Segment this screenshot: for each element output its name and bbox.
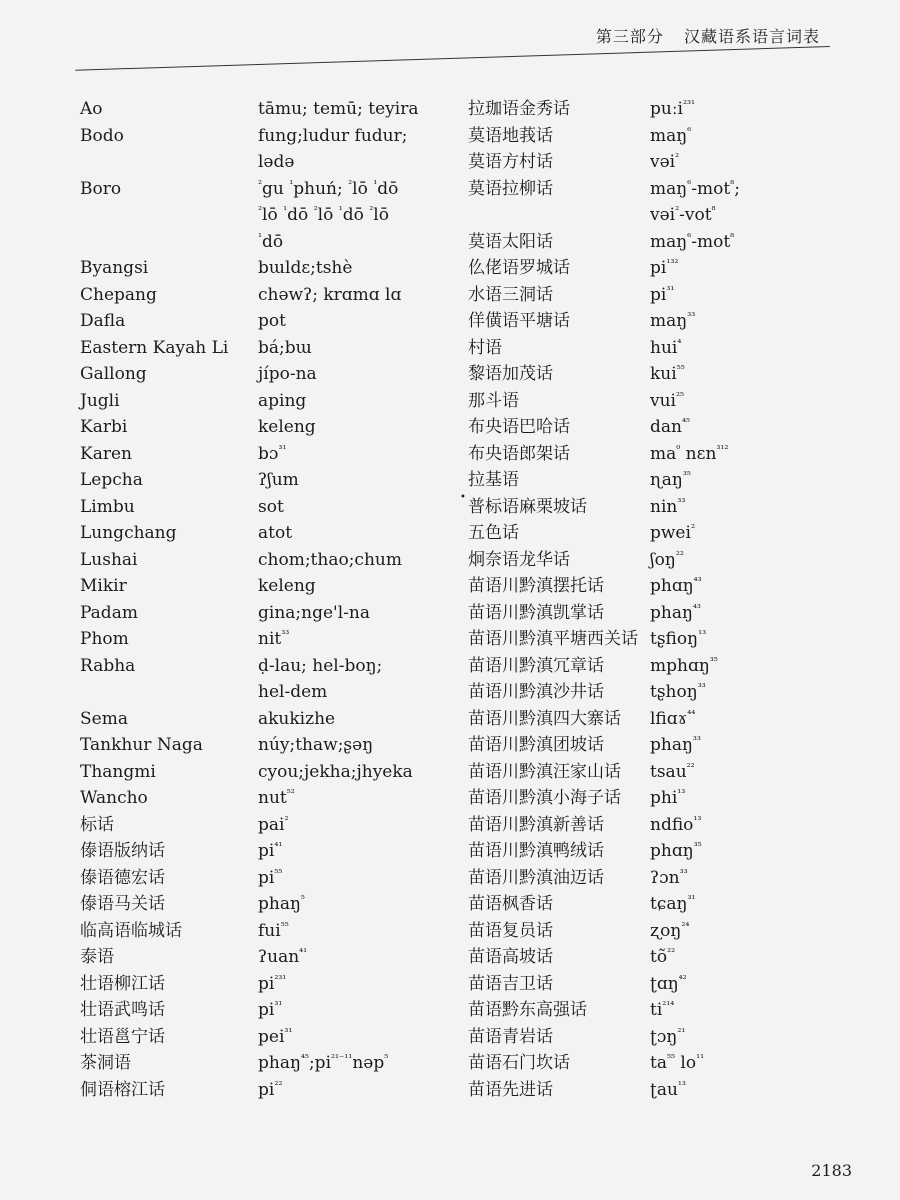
entry-row xyxy=(468,335,740,362)
word-form: ʔɔn$^{^{33}}$ xyxy=(650,867,688,888)
entry-row xyxy=(80,414,418,441)
language-name: Lushai xyxy=(80,549,138,570)
language-name: 苗语川黔滇小海子话 xyxy=(468,788,621,808)
entry-row xyxy=(468,600,740,627)
language-name: 普标语麻栗坡话 xyxy=(468,496,587,517)
entry-row xyxy=(80,971,418,998)
entry-row xyxy=(468,971,740,998)
language-name: 苗语川黔滇团坡话 xyxy=(468,735,604,755)
language-name: 村语 xyxy=(468,337,502,358)
language-name: 布央语郎架话 xyxy=(468,443,570,464)
entry-row xyxy=(468,865,740,892)
word-form: maŋ$^{^6}$ xyxy=(650,125,692,146)
page-number: 2183 xyxy=(811,1161,852,1180)
word-form: vəi$^{^2}$-vot$^{^8}$ xyxy=(650,205,716,225)
language-name: Gallong xyxy=(80,364,147,384)
language-name: 苗语川黔滇沙井话 xyxy=(468,682,604,702)
word-form: vəi$^{^2}$ xyxy=(650,152,680,172)
word-form: $phaŋ^{^{45}};pi^{^{21-11}}nəp^{^5}$ xyxy=(258,1053,389,1073)
entry-row xyxy=(468,653,740,680)
language-name xyxy=(468,202,650,229)
entry-row xyxy=(80,706,418,733)
language-name: Ao xyxy=(80,99,103,119)
language-name: 佯僙语平塘话 xyxy=(468,311,570,331)
word-form: $pi^{^{55}}$ xyxy=(258,867,283,888)
word-form: hel-dem xyxy=(258,682,328,702)
entry-row xyxy=(468,361,740,388)
word-form: keleng xyxy=(258,417,316,437)
right-column xyxy=(468,96,740,1103)
word-form: $^{^1}$dō xyxy=(258,231,284,252)
language-name xyxy=(80,202,258,229)
word-form: maŋ$^{^6}$-mot$^{^8}$; xyxy=(650,178,740,199)
entry-row xyxy=(468,520,740,547)
entry-row xyxy=(80,785,418,812)
language-name: 苗语枫香话 xyxy=(468,894,553,914)
header-part: 第三部分 xyxy=(595,27,664,46)
word-form: ʔʃum xyxy=(258,470,299,490)
entry-row xyxy=(468,918,740,945)
language-name: Chepang xyxy=(80,284,157,305)
word-form: fui$^{^{55}}$ xyxy=(258,920,289,941)
entry-row xyxy=(468,255,740,282)
word-form: $tõ^{^{22}}$ xyxy=(650,947,676,967)
language-name: Lepcha xyxy=(80,470,143,490)
language-name xyxy=(80,149,258,176)
entry-row xyxy=(468,573,740,600)
word-form: $pi^{^{31}}$ xyxy=(258,1000,283,1020)
entry-row xyxy=(80,679,418,706)
language-name: 苗语先进话 xyxy=(468,1079,553,1100)
entry-row xyxy=(468,1077,740,1104)
entry-row xyxy=(468,732,740,759)
word-form: phɑŋ$^{^{43}}$ xyxy=(650,576,702,596)
entry-row xyxy=(80,202,418,229)
language-name: Wancho xyxy=(80,788,148,808)
language-name: 莫语方村话 xyxy=(468,152,553,172)
language-name: 水语三洞话 xyxy=(468,284,553,305)
entry-row xyxy=(468,176,740,203)
entry-row xyxy=(80,96,418,123)
entry-row xyxy=(80,547,418,574)
word-form: nin$^{^{33}}$ xyxy=(650,496,686,517)
entry-row xyxy=(80,732,418,759)
entry-row xyxy=(80,123,418,150)
language-name: 黎语加茂话 xyxy=(468,364,553,384)
entry-row xyxy=(468,838,740,865)
language-name: Tankhur Naga xyxy=(80,735,203,755)
entry-row xyxy=(80,944,418,971)
entry-row xyxy=(468,149,740,176)
word-form: chom;thao;chum xyxy=(258,549,402,570)
entry-row xyxy=(468,202,740,229)
running-header xyxy=(596,24,820,47)
language-name: 傣语版纳话 xyxy=(80,841,165,861)
language-name: 临高语临城话 xyxy=(80,920,182,941)
language-name: 壮语邕宁话 xyxy=(80,1026,165,1047)
language-name: 炯奈语龙华话 xyxy=(468,549,570,570)
language-name: Rabha xyxy=(80,655,136,676)
entry-row xyxy=(468,997,740,1024)
language-name: 仫佬语罗城话 xyxy=(468,258,570,278)
language-name: 侗语榕江话 xyxy=(80,1079,165,1100)
language-name: 苗语川黔滇平塘西关话 xyxy=(468,629,638,649)
language-name: Mikir xyxy=(80,576,127,596)
entry-row xyxy=(468,308,740,335)
language-name: Byangsi xyxy=(80,258,149,278)
entry-row xyxy=(80,441,418,468)
word-form: $pi^{^{31}}$ xyxy=(650,284,675,305)
entry-row xyxy=(80,282,418,309)
word-form: phɑŋ$^{^{35}}$ xyxy=(650,841,702,861)
entry-row xyxy=(80,255,418,282)
word-form: $ti^{^{214}}$ xyxy=(650,1000,675,1020)
word-form: maŋ$^{^{33}}$ xyxy=(650,311,696,331)
entry-row xyxy=(468,1050,740,1077)
language-name: 苗语青岩话 xyxy=(468,1026,553,1047)
entry-row xyxy=(80,573,418,600)
word-form: núy;thaw;ʂəŋ xyxy=(258,735,374,755)
language-name: 茶洞语 xyxy=(80,1053,131,1073)
language-name: 五色话 xyxy=(468,523,519,543)
entry-row xyxy=(80,812,418,839)
entry-row xyxy=(80,229,418,256)
word-form: tsau$^{^{22}}$ xyxy=(650,761,695,782)
word-form: sot xyxy=(258,496,284,517)
entry-row xyxy=(80,600,418,627)
language-name: 苗语川黔滇油迈话 xyxy=(468,867,604,888)
entry-row xyxy=(468,388,740,415)
language-name: Limbu xyxy=(80,496,135,517)
word-form: chəwʔ; krɑmɑ lɑ xyxy=(258,284,402,305)
word-form: nit$^{^{33}}$ xyxy=(258,629,290,649)
entry-row xyxy=(80,838,418,865)
word-form: phaŋ$^{^5}$ xyxy=(258,894,305,914)
entry-row xyxy=(468,467,740,494)
entry-row xyxy=(80,1024,418,1051)
language-name: Phom xyxy=(80,629,129,649)
entry-row xyxy=(80,361,418,388)
entry-row xyxy=(80,308,418,335)
word-form: tāmu; temū; teyira xyxy=(258,99,419,119)
entry-row xyxy=(468,1024,740,1051)
entry-row xyxy=(80,520,418,547)
word-form: ndfio$^{^{13}}$ xyxy=(650,814,702,835)
entry-row xyxy=(468,414,740,441)
language-name: Eastern Kayah Li xyxy=(80,337,229,358)
word-form: ɳaŋ$^{^{35}}$ xyxy=(650,470,691,490)
entry-row xyxy=(468,96,740,123)
word-form: pai$^{^2}$ xyxy=(258,814,289,835)
word-form: phaŋ$^{^{33}}$ xyxy=(650,735,701,755)
language-name: 苗语川黔滇四大寨话 xyxy=(468,708,621,729)
entry-row xyxy=(80,653,418,680)
entry-row xyxy=(80,865,418,892)
language-name: 傣语马关话 xyxy=(80,894,165,914)
entry-row xyxy=(80,176,418,203)
entry-row xyxy=(80,149,418,176)
entry-row xyxy=(80,891,418,918)
word-form: lədə xyxy=(258,152,295,172)
entry-row xyxy=(80,388,418,415)
entry-row xyxy=(468,547,740,574)
word-form: gina;nge'l-na xyxy=(258,602,370,623)
entry-row xyxy=(468,441,740,468)
word-form: phaŋ$^{^{43}}$ xyxy=(650,602,701,623)
word-form: $pi^{^{132}}$ xyxy=(650,258,679,278)
word-form: lfiɑɤ$^{^{44}}$ xyxy=(650,708,696,729)
word-form: tʂfioŋ$^{^{13}}$ xyxy=(650,629,707,649)
entry-row xyxy=(468,229,740,256)
language-name: Jugli xyxy=(80,390,120,411)
language-name: 拉珈语金秀话 xyxy=(468,99,570,119)
entry-row xyxy=(468,282,740,309)
language-name: 苗语黔东高强话 xyxy=(468,1000,587,1020)
word-form: ʔuan$^{^{41}}$ xyxy=(258,947,308,967)
word-form: fung;ludur fudur; xyxy=(258,125,408,146)
header-rule xyxy=(75,46,830,71)
language-name xyxy=(80,679,258,706)
entry-row xyxy=(80,494,418,521)
entry-row xyxy=(80,997,418,1024)
language-name: 苗语川黔滇凯掌话 xyxy=(468,602,604,623)
word-form: phi$^{^{13}}$ xyxy=(650,788,686,808)
word-form: $pi^{^{22}}$ xyxy=(258,1079,283,1100)
entry-row xyxy=(80,1050,418,1077)
word-form: nut$^{^{52}}$ xyxy=(258,788,295,808)
stray-mark: • xyxy=(460,492,466,503)
word-form: keleng xyxy=(258,576,316,596)
language-name: Karen xyxy=(80,443,132,464)
word-form: ʃoŋ$^{^{22}}$ xyxy=(650,549,684,570)
language-name: 苗语川黔滇摆托话 xyxy=(468,576,604,596)
word-form: cyou;jekha;jhyeka xyxy=(258,761,413,782)
language-name xyxy=(80,229,258,256)
word-form: ʈɔŋ$^{^{21}}$ xyxy=(650,1026,686,1047)
language-name: 莫语太阳话 xyxy=(468,231,553,252)
language-name: 莫语拉柳话 xyxy=(468,178,553,199)
language-name: 拉基语 xyxy=(468,470,519,490)
language-name: Boro xyxy=(80,178,122,199)
language-name: 苗语石门坎话 xyxy=(468,1053,570,1073)
language-name: 苗语高坡话 xyxy=(468,947,553,967)
word-form: akukizhe xyxy=(258,708,336,729)
entry-row xyxy=(468,891,740,918)
word-form: aping xyxy=(258,390,307,411)
language-name: 那斗语 xyxy=(468,390,519,411)
word-form: pwei$^{^2}$ xyxy=(650,523,695,543)
word-form: maŋ$^{^6}$-mot$^{^8}$ xyxy=(650,231,735,252)
language-name: 苗语吉卫话 xyxy=(468,973,553,994)
word-form: vui$^{^{25}}$ xyxy=(650,390,685,411)
language-name: Padam xyxy=(80,602,138,623)
entry-row xyxy=(80,626,418,653)
entry-row xyxy=(80,759,418,786)
word-form: $^{^2}$gu $^{^1}$phuń; $^{^2}$lō $^{^1}$dō xyxy=(258,178,399,199)
language-name: 莫语地莪话 xyxy=(468,125,553,146)
language-name: Lungchang xyxy=(80,523,177,543)
entry-row xyxy=(468,626,740,653)
word-form: $^{^2}$lō $^{^1}$dō $^{^2}$lō $^{^1}$dō $^{^2}$lō xyxy=(258,205,389,225)
entry-row xyxy=(468,494,740,521)
language-name: Thangmi xyxy=(80,761,156,782)
entry-row xyxy=(468,679,740,706)
entry-row xyxy=(468,123,740,150)
entry-row xyxy=(80,335,418,362)
entry-row xyxy=(80,918,418,945)
language-name: 苗语复员话 xyxy=(468,920,553,941)
word-form: pot xyxy=(258,311,286,331)
word-form: ʈɑŋ$^{^{42}}$ xyxy=(650,973,687,994)
language-name: 苗语川黔滇新善话 xyxy=(468,814,604,835)
language-name: 布央语巴哈话 xyxy=(468,417,570,437)
language-name: 壮语柳江话 xyxy=(80,973,165,994)
word-form: bɔ$^{^{31}}$ xyxy=(258,443,287,464)
word-form: $ma^{^0}$ nɛn$^{^{312}}$ xyxy=(650,443,729,464)
header-title: 汉藏语系语言词表 xyxy=(683,27,820,46)
word-form: dan$^{^{45}}$ xyxy=(650,417,690,437)
word-form: bɯldɛ;tshè xyxy=(258,258,353,278)
language-name: Bodo xyxy=(80,125,124,146)
entry-row xyxy=(468,785,740,812)
word-form: $pi^{^{41}}$ xyxy=(258,841,283,861)
language-name: 标话 xyxy=(80,814,114,835)
language-name: 苗语川黔滇鸭绒话 xyxy=(468,841,604,861)
entry-row xyxy=(468,706,740,733)
word-form: $ta^{^{55}}$ $lo^{^{11}}$ xyxy=(650,1053,705,1073)
entry-row xyxy=(80,1077,418,1104)
left-column xyxy=(80,96,418,1103)
word-form: bá;bɯ xyxy=(258,337,312,358)
language-name: Dafla xyxy=(80,311,126,331)
entry-row xyxy=(468,812,740,839)
language-name: Karbi xyxy=(80,417,128,437)
word-form: atot xyxy=(258,523,293,543)
word-form: pei$^{^{31}}$ xyxy=(258,1026,293,1047)
entry-row xyxy=(468,944,740,971)
language-name: 苗语川黔滇冗章话 xyxy=(468,655,604,676)
word-form: ʐoŋ$^{^{24}}$ xyxy=(650,920,690,941)
word-form: hui$^{^4}$ xyxy=(650,337,682,358)
word-form: ʈau$^{^{13}}$ xyxy=(650,1079,686,1100)
language-name: 壮语武鸣话 xyxy=(80,1000,165,1020)
language-name: Sema xyxy=(80,708,128,729)
word-form: ḍ-lau; hel-boŋ; xyxy=(258,655,383,676)
word-form: $pi^{^{231}}$ xyxy=(258,973,287,994)
word-form: mphɑŋ$^{^{35}}$ xyxy=(650,655,718,676)
language-name: 苗语川黔滇汪家山话 xyxy=(468,761,621,782)
entry-row xyxy=(468,759,740,786)
language-name: 泰语 xyxy=(80,947,114,967)
entry-row xyxy=(80,467,418,494)
word-form: tʂhoŋ$^{^{33}}$ xyxy=(650,682,706,702)
word-form: jípo-na xyxy=(258,364,317,384)
word-form: tɕaŋ$^{^{31}}$ xyxy=(650,894,696,914)
word-form: kui$^{^{55}}$ xyxy=(650,364,685,384)
language-name: 傣语德宏话 xyxy=(80,867,165,888)
word-form: puːi$^{^{231}}$ xyxy=(650,99,696,119)
